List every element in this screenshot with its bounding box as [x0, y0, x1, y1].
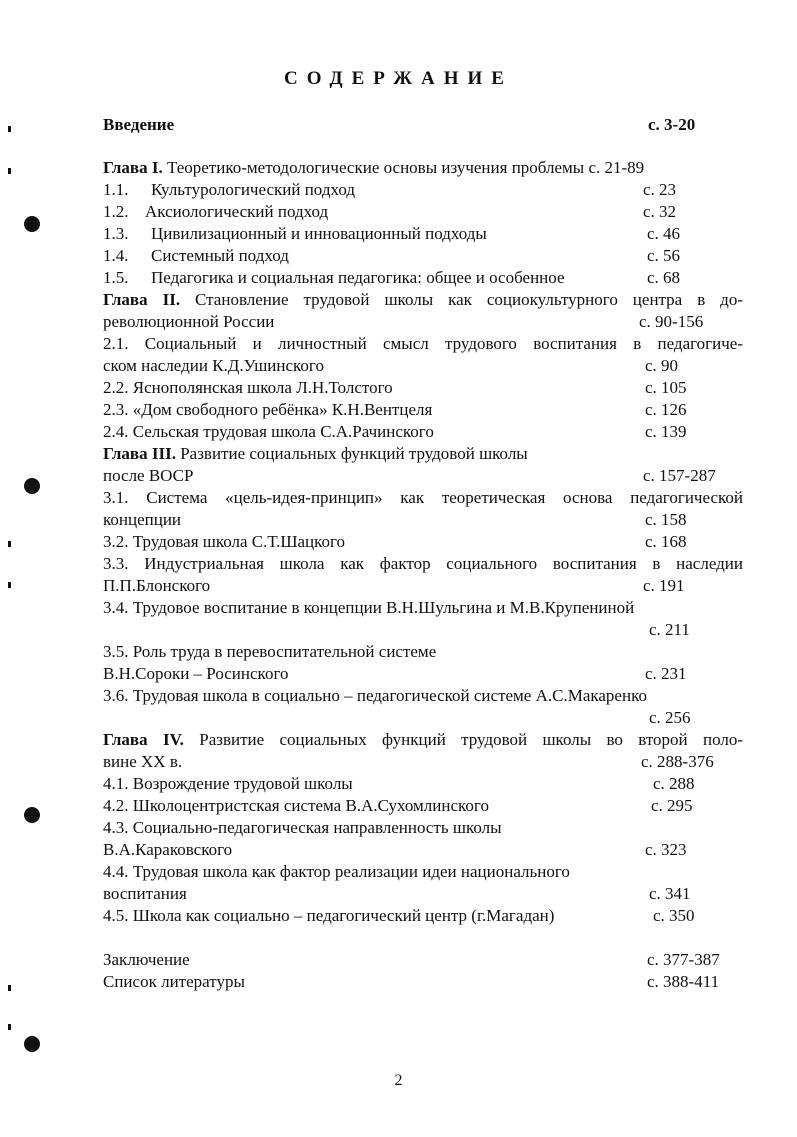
punch-hole-3: [24, 807, 40, 823]
chapter-title-line2: революционной России: [103, 312, 275, 331]
toc-item: [103, 817, 743, 839]
punch-hole-1: [24, 216, 40, 232]
item-label: В.Н.Сороки – Росинского: [103, 664, 289, 683]
item-label: Цивилизационный и инновационный подходы: [151, 224, 487, 243]
chapter-prefix: Глава IV.: [103, 730, 184, 749]
item-label: П.П.Блонского: [103, 576, 211, 595]
toc-chapter-3: [103, 443, 743, 465]
toc-item: [103, 399, 743, 421]
toc-item: [103, 421, 743, 443]
toc-item-cont: [103, 839, 743, 861]
page-number: 2: [394, 1072, 403, 1089]
item-pages: с. 46: [647, 224, 681, 243]
toc-item-cont: [103, 619, 743, 641]
margin-mark: [8, 541, 11, 547]
item-pages: с. 350: [653, 906, 695, 925]
item-pages: с. 32: [643, 202, 677, 221]
toc-item: [103, 795, 743, 817]
toc-item-cont: [103, 707, 743, 729]
toc-pages: с. 388-411: [647, 972, 720, 991]
toc-item: [103, 531, 743, 553]
chapter-title: Теоретико-методологические основы изучения проблемы с. 21-89: [162, 158, 645, 177]
toc-chapter-2-cont: [103, 311, 743, 333]
item-label: 4.2. Школоцентристская система В.А.Сухомлинского: [103, 796, 489, 815]
toc-item-cont: [103, 509, 743, 531]
item-number: 1.2.: [103, 202, 129, 221]
toc-entry-intro: [103, 114, 743, 136]
item-pages: с. 158: [645, 510, 687, 529]
item-label: 4.4. Трудовая школа как фактор реализации идеи национального: [103, 862, 570, 881]
item-label: 2.4. Сельская трудовая школа С.А.Рачинского: [103, 422, 434, 441]
toc-item-cont: [103, 883, 743, 905]
item-label: 2.2. Яснополянская школа Л.Н.Толстого: [103, 378, 393, 397]
item-label: В.А.Караковского: [103, 840, 233, 859]
item-pages: с. 105: [645, 378, 687, 397]
chapter-pages: с. 288-376: [641, 752, 714, 771]
toc-item-cont: [103, 575, 743, 597]
toc-item: [103, 245, 743, 267]
punch-hole-4: [24, 1036, 40, 1052]
item-label: 2.1. Социальный и личностный смысл трудового воспитания в педагогиче-: [103, 334, 743, 353]
item-label: 2.3. «Дом свободного ребёнка» К.Н.Вентцеля: [103, 400, 433, 419]
chapter-title-line1: Развитие социальных функций трудовой школы: [175, 444, 528, 463]
toc-item: [103, 597, 743, 619]
chapter-prefix: Глава I.: [103, 158, 163, 177]
toc-entry-bibliography: [103, 971, 743, 993]
item-pages: с. 211: [649, 620, 690, 639]
item-pages: с. 191: [643, 576, 685, 595]
toc-label: Введение: [103, 115, 175, 134]
chapter-prefix: Глава III.: [103, 444, 176, 463]
item-number: 1.5.: [103, 268, 129, 287]
item-pages: с. 68: [647, 268, 681, 287]
chapter-pages: с. 157-287: [643, 466, 716, 485]
toc-chapter-1: [103, 157, 743, 179]
item-label: Культурологический подход: [151, 180, 355, 199]
toc-label: Список литературы: [103, 972, 245, 991]
toc-item: [103, 861, 743, 883]
item-label: 4.5. Школа как социально – педагогический центр (г.Магадан): [103, 906, 555, 925]
toc-item-cont: [103, 355, 743, 377]
margin-mark: [8, 985, 11, 991]
toc-item: [103, 223, 743, 245]
item-label: 3.5. Роль труда в перевоспитательной системе: [103, 642, 437, 661]
chapter-title-line1: Становление трудовой школы как социокультурного центра в до-: [180, 290, 743, 309]
chapter-prefix: Глава II.: [103, 290, 181, 309]
toc-item: [103, 685, 743, 707]
chapter-title-line2: вине XX в.: [103, 752, 183, 771]
toc-chapter-4: [103, 729, 743, 751]
chapter-title-line1: Развитие социальных функций трудовой школы во второй поло-: [183, 730, 743, 749]
item-pages: с. 295: [651, 796, 693, 815]
toc-item: [103, 773, 743, 795]
margin-mark: [8, 1024, 11, 1030]
item-label: Аксиологический подход: [145, 202, 329, 221]
item-number: 1.3.: [103, 224, 129, 243]
item-label: 3.6. Трудовая школа в социально – педагогической системе А.С.Макаренко: [103, 686, 647, 705]
toc-item-cont: [103, 663, 743, 685]
toc-item: [103, 333, 743, 355]
item-pages: с. 56: [647, 246, 681, 265]
margin-mark: [8, 126, 11, 132]
punch-hole-2: [24, 478, 40, 494]
toc-item: [103, 905, 743, 927]
item-label: 3.2. Трудовая школа С.Т.Шацкого: [103, 532, 346, 551]
item-pages: с. 256: [649, 708, 691, 727]
item-number: 1.1.: [103, 180, 129, 199]
item-pages: с. 90: [645, 356, 679, 375]
toc-pages: с. 3-20: [648, 115, 696, 134]
item-pages: с. 126: [645, 400, 687, 419]
chapter-pages: с. 90-156: [639, 312, 704, 331]
toc-label: Заключение: [103, 950, 190, 969]
item-label: 4.1. Возрождение трудовой школы: [103, 774, 353, 793]
item-pages: с. 288: [653, 774, 695, 793]
item-pages: с. 23: [643, 180, 677, 199]
toc-item: [103, 487, 743, 509]
toc-item: [103, 641, 743, 663]
item-pages: с. 168: [645, 532, 687, 551]
item-pages: с. 323: [645, 840, 687, 859]
toc-item: [103, 179, 743, 201]
item-label: воспитания: [103, 884, 187, 903]
item-label: ском наследии К.Д.Ушинского: [103, 356, 324, 375]
item-pages: с. 231: [645, 664, 687, 683]
margin-mark: [8, 582, 11, 588]
page-title: СОДЕРЖАНИЕ: [284, 68, 513, 89]
toc-pages: с. 377-387: [647, 950, 720, 969]
item-label: Педагогика и социальная педагогика: общее и особенное: [151, 268, 565, 287]
item-number: 1.4.: [103, 246, 129, 265]
item-pages: с. 341: [649, 884, 691, 903]
toc-entry-conclusion: [103, 949, 743, 971]
toc-item: [103, 267, 743, 289]
toc-item: [103, 377, 743, 399]
item-label: Системный подход: [151, 246, 289, 265]
toc-item: [103, 201, 743, 223]
item-label: 3.1. Система «цель-идея-принцип» как теоретическая основа педагогической: [103, 488, 743, 507]
item-label: 3.3. Индустриальная школа как фактор социального воспитания в наследии: [103, 554, 743, 573]
item-label: 3.4. Трудовое воспитание в концепции В.Н.Шульгина и М.В.Крупениной: [103, 598, 635, 617]
toc-item: [103, 553, 743, 575]
toc-chapter-3-cont: [103, 465, 743, 487]
toc-chapter-2: [103, 289, 743, 311]
toc-chapter-4-cont: [103, 751, 743, 773]
margin-mark: [8, 168, 11, 174]
item-pages: с. 139: [645, 422, 687, 441]
item-label: концепции: [103, 510, 182, 529]
chapter-title-line2: после ВОСР: [103, 466, 194, 485]
item-label: 4.3. Социально-педагогическая направленность школы: [103, 818, 502, 837]
